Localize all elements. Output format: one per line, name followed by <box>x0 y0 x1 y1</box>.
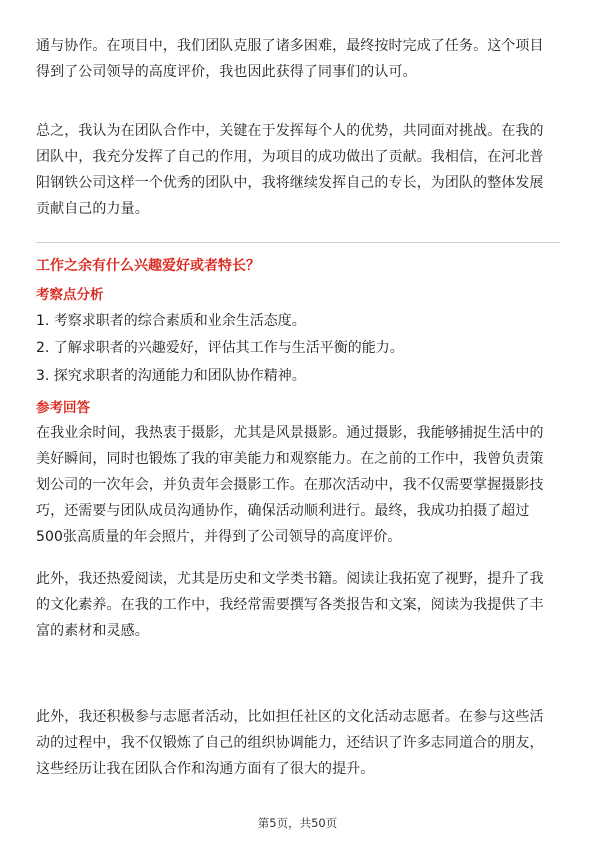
analysis-item: 3. 探究求职者的沟通能力和团队协作精神。 <box>36 368 306 384</box>
analysis-item: 1. 考察求职者的综合素质和业余生活态度。 <box>36 313 306 329</box>
paragraph-line: 这些经历让我在团队合作和沟通方面有了很大的提升。 <box>36 761 375 777</box>
page-number: 第5页，共50页 <box>257 816 338 830</box>
paragraph-line: 巧，还需要与团队成员沟通协作，确保活动顺利进行。最终，我成功拍摄了超过 <box>36 503 530 519</box>
answer-label: 参考回答 <box>36 400 90 416</box>
paragraph-line: 贡献自己的力量。 <box>36 201 149 217</box>
analysis-item: 2. 了解求职者的兴趣爱好，评估其工作与生活平衡的能力。 <box>36 340 404 356</box>
section-divider <box>36 242 560 243</box>
analysis-label: 考察点分析 <box>36 287 104 303</box>
paragraph-line: 此外，我还积极参与志愿者活动，比如担任社区的文化活动志愿者。在参与这些活 <box>36 709 544 725</box>
paragraph-line: 美好瞬间，同时也锻炼了我的审美能力和观察能力。在之前的工作中，我曾负责策 <box>36 451 544 467</box>
answer-paragraph-1 <box>36 420 560 550</box>
question-title: 工作之余有什么兴趣爱好或者特长？ <box>36 258 260 274</box>
paragraph-line: 总之，我认为在团队合作中，关键在于发挥每个人的优势，共同面对挑战。在我的 <box>36 123 544 139</box>
paragraph-line: 动的过程中，我不仅锻炼了自己的组织协调能力，还结识了许多志同道合的朋友， <box>36 735 544 751</box>
paragraph-line: 的文化素养。在我的工作中，我经常需要撰写各类报告和文案，阅读为我提供了丰 <box>36 597 544 613</box>
answer-paragraph-2 <box>36 566 560 644</box>
paragraph-line: 此外，我还热爱阅读，尤其是历史和文学类书籍。阅读让我拓宽了视野，提升了我 <box>36 571 544 587</box>
paragraph-line: 富的素材和灵感。 <box>36 623 149 639</box>
paragraph-line: 团队中，我充分发挥了自己的作用，为项目的成功做出了贡献。我相信，在河北普 <box>36 149 544 165</box>
paragraph-line: 500张高质量的年会照片，并得到了公司领导的高度评价。 <box>36 529 402 545</box>
intro-paragraph-1 <box>36 33 560 85</box>
intro-paragraph-2 <box>36 118 560 222</box>
paragraph-line: 划公司的一次年会，并负责年会摄影工作。在那次活动中，我不仅需要掌握摄影技 <box>36 477 544 493</box>
paragraph-line: 通与协作。在项目中，我们团队克服了诸多困难，最终按时完成了任务。这个项目 <box>36 38 544 54</box>
paragraph-line: 得到了公司领导的高度评价，我也因此获得了同事们的认可。 <box>36 64 417 80</box>
paragraph-line: 阳钢铁公司这样一个优秀的团队中，我将继续发挥自己的专长，为团队的整体发展 <box>36 175 544 191</box>
answer-paragraph-3 <box>36 704 560 782</box>
paragraph-line: 在我业余时间，我热衷于摄影，尤其是风景摄影。通过摄影，我能够捕捉生活中的 <box>36 425 544 441</box>
